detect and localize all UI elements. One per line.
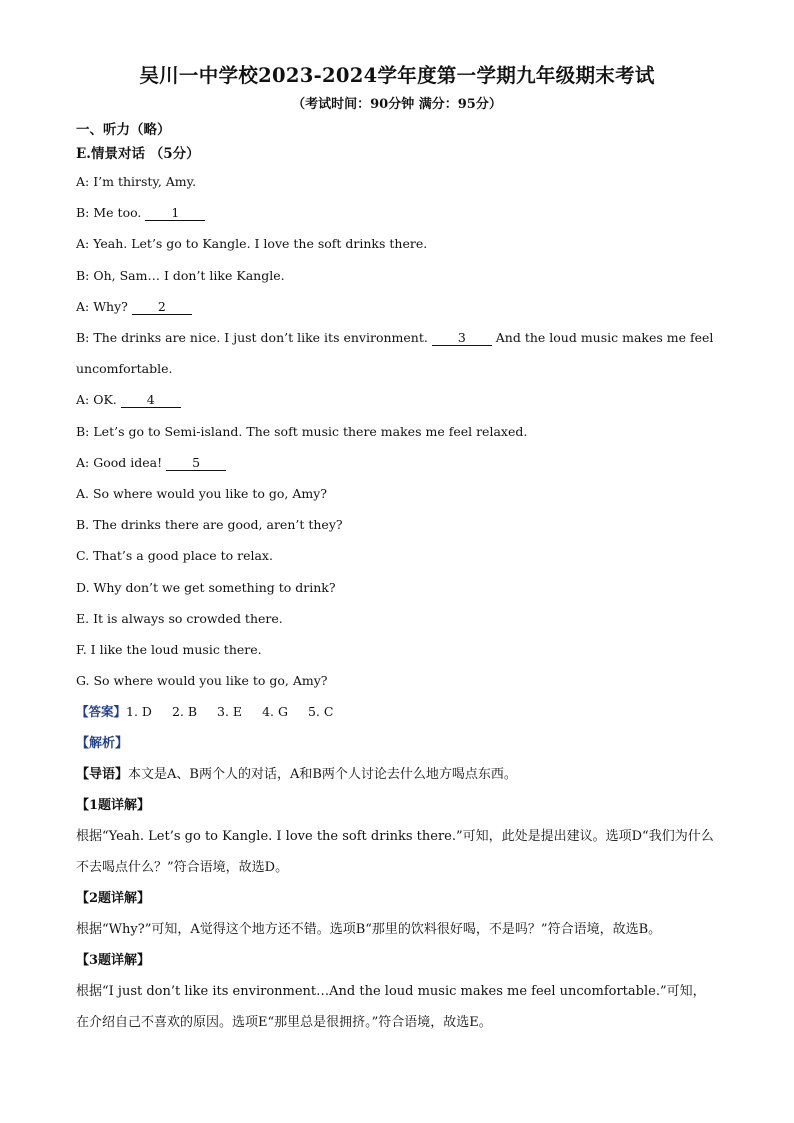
guide-label: 【导语】: [76, 766, 129, 782]
detail-text: 根据“Why?”可知，A觉得这个地方还不错。选项B“那里的饮料很好喝，不是吗？”符合语境，故选B。: [76, 921, 662, 937]
answer-blank: 2: [132, 299, 192, 315]
analysis-heading: 【解析】: [76, 735, 129, 751]
dialogue-line: B: Me too. 1: [76, 197, 718, 228]
option-item: A. So where would you like to go, Amy?: [76, 486, 327, 502]
option-item: B. The drinks there are good, aren’t they?: [76, 517, 343, 533]
dialogue: [76, 166, 718, 478]
dialogue-line: B: The drinks are nice. I just don’t like its environment. 3 And the loud music makes me feel uncomfortable.: [76, 330, 714, 377]
option-item: F. I like the loud music there.: [76, 642, 262, 658]
section-listening: 一、听力（略）: [76, 122, 171, 138]
dialogue-line: A: Yeah. Let’s go to Kangle. I love the soft drinks there.: [76, 236, 428, 252]
dialogue-line: A: Why? 2: [76, 291, 718, 322]
dialogue-line: A: I’m thirsty, Amy.: [76, 174, 197, 189]
answer-row: [76, 696, 718, 727]
option-item: C. That’s a good place to relax.: [76, 548, 273, 564]
guide-text: 本文是A、B两个人的对话，A和B两个人讨论去什么地方喝点东西。: [128, 766, 517, 782]
dialogue-line: B: Let’s go to Semi-island. The soft music there makes me feel relaxed.: [76, 423, 528, 439]
answer-blank: 5: [166, 455, 226, 471]
detail-text: 根据“Yeah. Let’s go to Kangle. I love the soft drinks there.”可知，此处是提出建议。选项D“我们为什么不去喝点什么？”符合语境，故选D。: [76, 828, 714, 875]
section-dialogue: E.情景对话 （5分）: [76, 146, 200, 162]
guide-row: [76, 759, 718, 790]
page-subtitle: （考试时间：90分钟 满分：95分）: [292, 97, 502, 112]
answer-blank: 3: [432, 330, 492, 346]
answer-item: 4. G: [262, 704, 288, 720]
option-item: G. So where would you like to go, Amy?: [76, 673, 328, 689]
answer-item: 3. E: [217, 704, 243, 720]
detail-text: 根据“I just don’t like its environment…And the loud music makes me feel uncomfortable.”可知，在介绍自己不喜欢的原因。选项E“那里总是很拥挤。”符合语境，故选E。: [76, 983, 706, 1030]
answer-blank: 4: [121, 392, 181, 408]
answer-label: 【答案】: [76, 704, 127, 720]
answer-item: 2. B: [171, 704, 198, 720]
page-title: 吴川一中学校2023-2024学年度第一学期九年级期末考试: [139, 64, 655, 87]
detail-heading: 【3题详解】: [76, 952, 151, 968]
answer-item: 1. D: [126, 704, 152, 720]
options-list: [76, 478, 718, 696]
option-item: D. Why don’t we get something to drink?: [76, 579, 336, 595]
detail-heading: 【2题详解】: [76, 890, 151, 906]
detail-heading: 【1题详解】: [76, 797, 151, 813]
dialogue-line: B: Oh, Sam… I don’t like Kangle.: [76, 267, 285, 283]
dialogue-line: A: OK. 4: [76, 384, 718, 415]
answer-blank: 1: [145, 205, 205, 221]
dialogue-line: A: Good idea! 5: [76, 447, 718, 478]
answer-item: 5. C: [307, 704, 334, 720]
option-item: E. It is always so crowded there.: [76, 610, 283, 626]
